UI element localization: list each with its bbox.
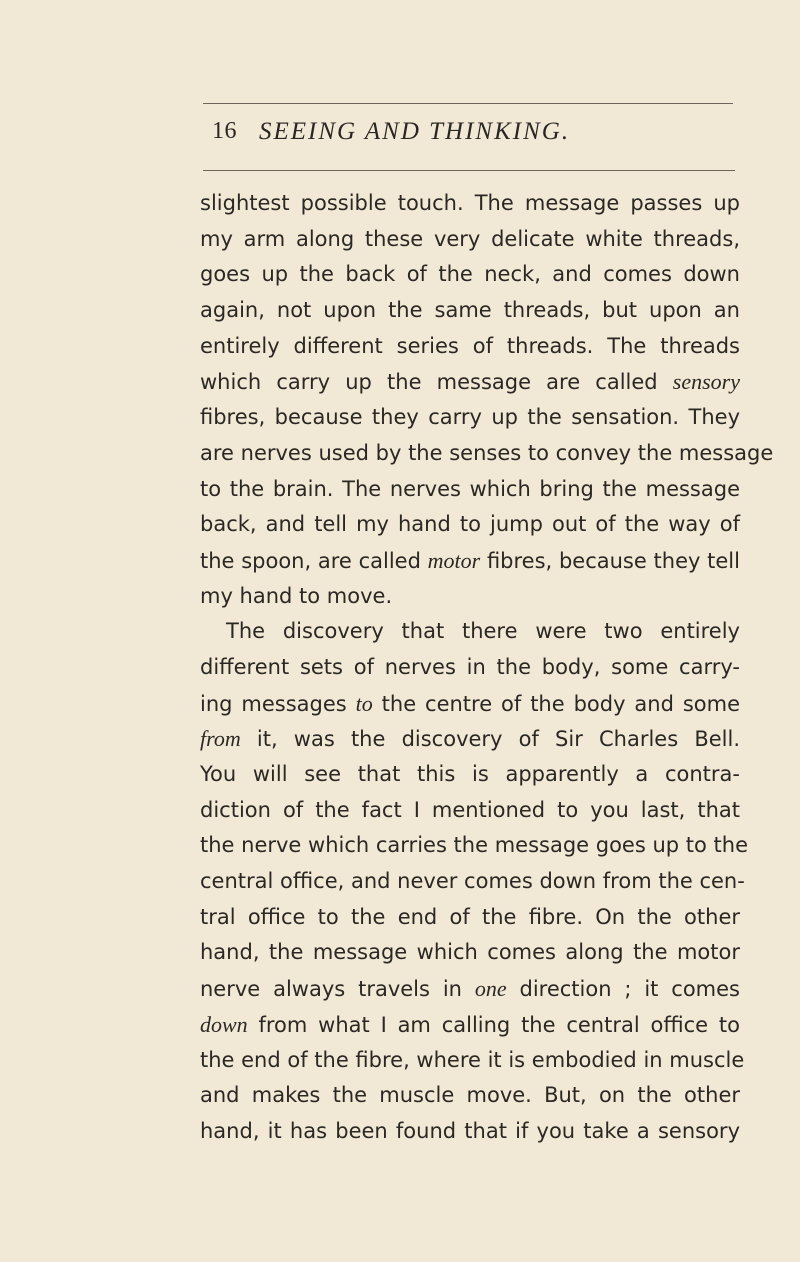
emphasized-word: from — [200, 726, 241, 752]
text-line — [200, 222, 740, 258]
text-line — [200, 472, 740, 508]
text-segment: and makes the muscle move. But, on the other — [200, 1083, 740, 1108]
body-text — [200, 186, 774, 1150]
text-line — [200, 1007, 740, 1043]
text-line — [200, 400, 740, 436]
text-line — [200, 293, 740, 329]
text-line — [200, 614, 740, 650]
text-line — [200, 579, 740, 615]
text-segment: ing messages — [200, 691, 356, 716]
text-line — [200, 1078, 740, 1114]
text-segment: which carry up the message are called — [200, 370, 673, 395]
text-segment: fibres, because they carry up the sensation. They — [200, 405, 740, 430]
emphasized-word: down — [200, 1011, 248, 1037]
text-line — [200, 1043, 745, 1079]
text-segment: it, was the discovery of Sir Charles Bell. — [240, 727, 740, 752]
text-segment: diction of the fact I mentioned to you last, that — [200, 797, 740, 822]
text-segment: different sets of nerves in the body, some carry- — [200, 654, 740, 679]
text-line — [200, 1114, 740, 1150]
text-segment: my hand to move. — [200, 583, 393, 608]
emphasized-word: sensory — [672, 369, 740, 395]
text-segment: fibres, because they tell — [480, 548, 740, 573]
text-segment: central office, and never comes down from the cen- — [200, 869, 745, 894]
text-line — [200, 828, 748, 864]
text-segment: The discovery that there were two entirely — [226, 619, 740, 644]
emphasized-word: one — [474, 976, 507, 1002]
text-segment: You will see that this is apparently a contra- — [200, 762, 740, 786]
text-segment: direction ; it comes — [506, 977, 740, 1002]
text-segment: my arm along these very delicate white threads, — [200, 226, 740, 251]
text-line — [200, 507, 740, 543]
text-segment: tral office to the end of the fibre. On the other — [200, 904, 740, 929]
text-line — [200, 329, 740, 365]
text-line — [200, 543, 740, 579]
header-rule-bottom — [203, 170, 735, 171]
text-segment: are nerves used by the senses to convey the message — [200, 440, 774, 465]
text-line — [200, 757, 740, 793]
text-segment: the end of the fibre, where it is embodied in muscle — [200, 1047, 745, 1072]
text-segment: back, and tell my hand to jump out of the way of — [200, 512, 740, 537]
emphasized-word: motor — [427, 547, 481, 573]
text-segment: slightest possible touch. The message passes up — [200, 191, 740, 215]
text-line — [200, 257, 740, 293]
header-rule-top — [203, 103, 733, 104]
text-line — [200, 971, 740, 1007]
text-segment: nerve always travels in — [200, 977, 475, 1002]
text-line — [200, 186, 740, 222]
emphasized-word: to — [355, 690, 373, 716]
text-line — [200, 900, 740, 936]
text-line — [200, 650, 740, 686]
text-line — [200, 935, 740, 971]
text-segment: hand, the message which comes along the motor — [200, 940, 740, 965]
text-line — [200, 721, 740, 757]
text-line — [200, 864, 745, 900]
running-header — [0, 116, 800, 156]
text-line — [200, 686, 740, 722]
text-segment: again, not upon the same threads, but upon an — [200, 298, 740, 323]
text-line — [200, 364, 740, 400]
running-title: SEEING AND THINKING. — [259, 118, 571, 145]
text-segment: from what I am calling the central office to — [247, 1012, 740, 1037]
page-number: 16 — [212, 118, 237, 144]
text-segment: the centre of the body and some — [372, 691, 740, 716]
text-segment: goes up the back of the neck, and comes down — [200, 262, 740, 287]
text-segment: to the brain. The nerves which bring the message — [200, 476, 740, 501]
text-segment: the nerve which carries the message goes up to the — [200, 833, 748, 858]
text-line — [200, 793, 740, 829]
text-segment: the spoon, are called — [200, 548, 428, 573]
text-line — [200, 436, 774, 472]
text-segment: hand, it has been found that if you take a sensory — [200, 1118, 740, 1143]
text-segment: entirely different series of threads. The threads — [200, 333, 740, 358]
